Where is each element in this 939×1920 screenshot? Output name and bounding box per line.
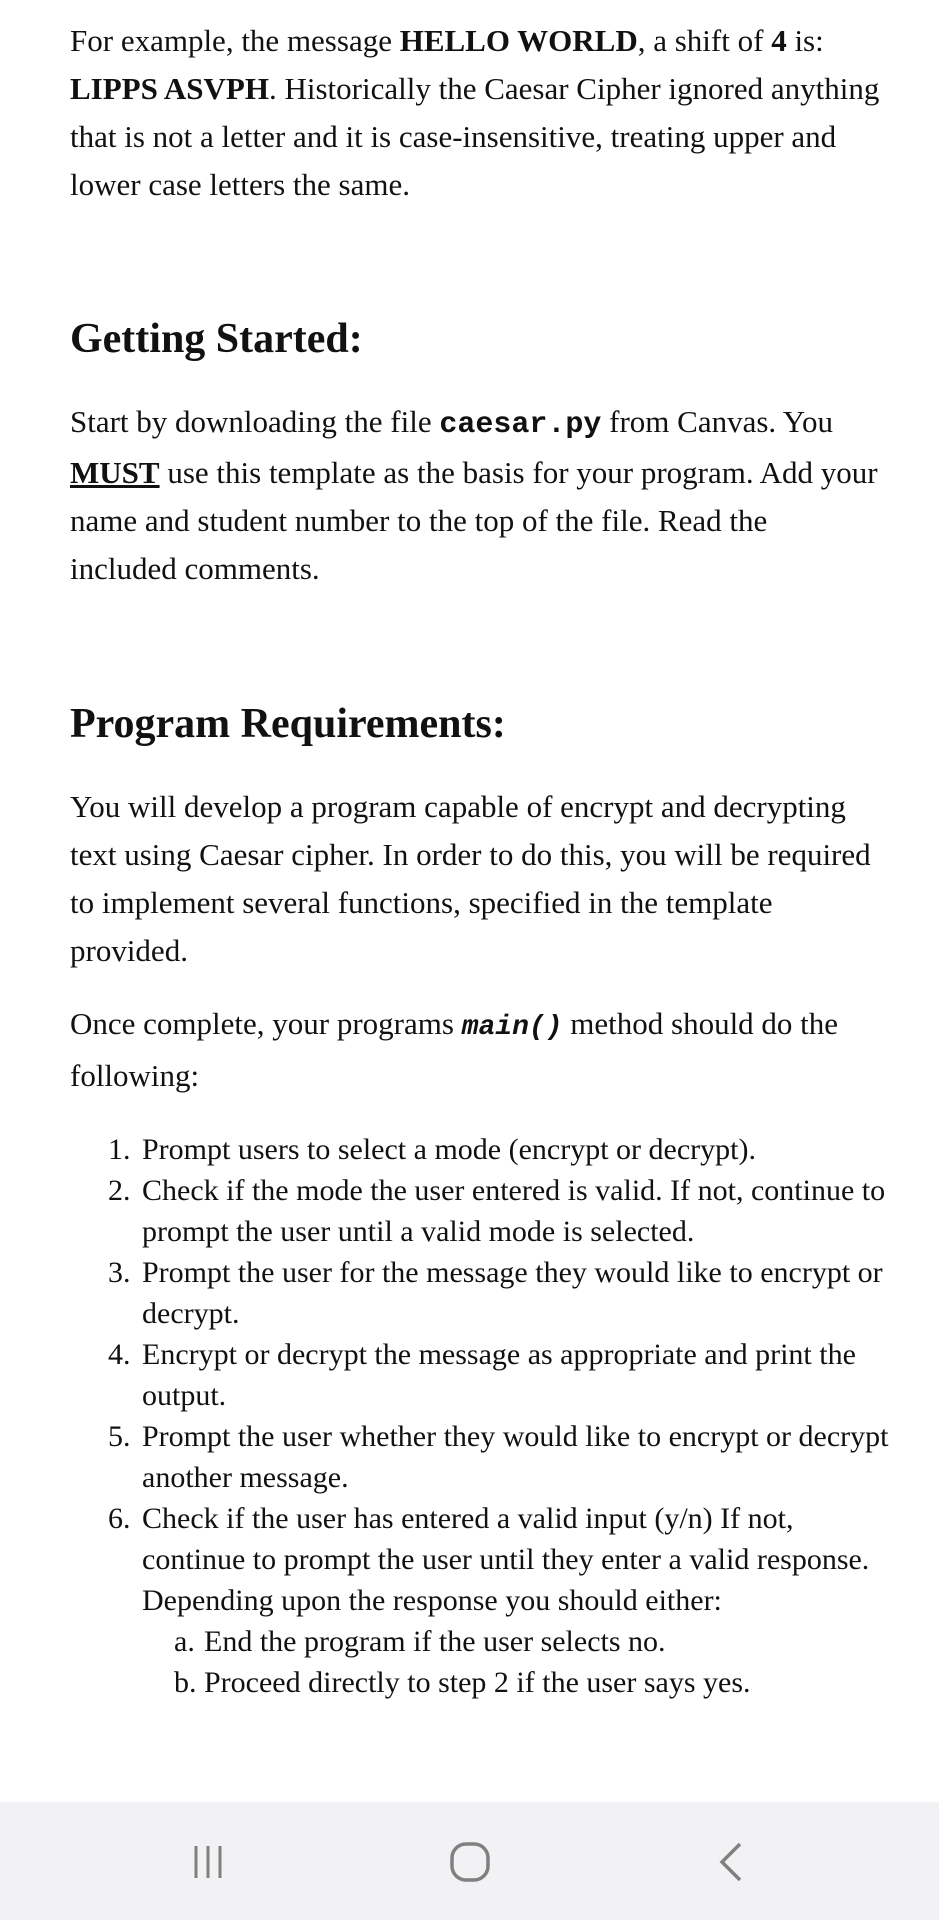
list-item: 4. Encrypt or decrypt the message as appropriate and print the output. xyxy=(108,1338,856,1412)
main-method-code: main() xyxy=(461,1012,563,1043)
program-requirements-heading: Program Requirements: xyxy=(70,701,506,747)
list-item: 2. Check if the mode the user entered is valid. If not, continue to prompt the user until a valid mode is selected. xyxy=(108,1174,886,1248)
recent-apps-button[interactable] xyxy=(178,1832,238,1892)
list-item: 3. Prompt the user for the message they would like to encrypt or decrypt. xyxy=(108,1256,883,1330)
requirements-paragraph: You will develop a program capable of encrypt and decrypting text using Caesar cipher. In order to do this, you will be required to implement several functions, specified in the template provided. xyxy=(70,789,871,968)
file-name: caesar.py xyxy=(439,408,602,442)
home-icon xyxy=(448,1840,492,1884)
getting-started-paragraph: Start by downloading the file caesar.py from Canvas. You MUST use this template as the basis for your program. Add your name and student number to the top of the file. Read the included comments. xyxy=(70,404,878,586)
sub-steps-list xyxy=(142,1621,898,1703)
ciphertext: LIPPS ASVPH xyxy=(70,71,269,106)
home-button[interactable] xyxy=(440,1832,500,1892)
list-item: 1. Prompt users to select a mode (encrypt or decrypt). xyxy=(108,1133,756,1166)
steps-list xyxy=(108,1129,898,1703)
list-item: 5. Prompt the user whether they would like to encrypt or decrypt another message. xyxy=(108,1420,889,1494)
must-emphasis: MUST xyxy=(70,455,160,490)
getting-started-heading: Getting Started: xyxy=(70,316,363,362)
list-item: 6. Check if the user has entered a valid input (y/n) If not, continue to prompt the user until they enter a valid response. Depending upon the response you should either: a. End the program if the user selects no. b. Proceed directly to step 2 if the user says yes. xyxy=(108,1498,898,1703)
shift-value: 4 xyxy=(771,23,787,58)
back-icon xyxy=(712,1840,752,1884)
system-navigation-bar xyxy=(0,1802,939,1920)
sub-list-item: b. Proceed directly to step 2 if the user says yes. xyxy=(174,1666,751,1699)
example-message: HELLO WORLD xyxy=(399,23,638,58)
intro-paragraph: For example, the message HELLO WORLD, a shift of 4 is: LIPPS ASVPH. Historically the Caesar Cipher ignored anything that is not a letter and it is case-insensitive, treating upper and lower case letters the same. xyxy=(70,23,880,202)
back-button[interactable] xyxy=(702,1832,762,1892)
sub-list-item: a. End the program if the user selects no. xyxy=(174,1625,666,1658)
recent-apps-icon xyxy=(188,1842,228,1882)
main-method-paragraph: Once complete, your programs main() method should do the following: xyxy=(70,1006,839,1093)
